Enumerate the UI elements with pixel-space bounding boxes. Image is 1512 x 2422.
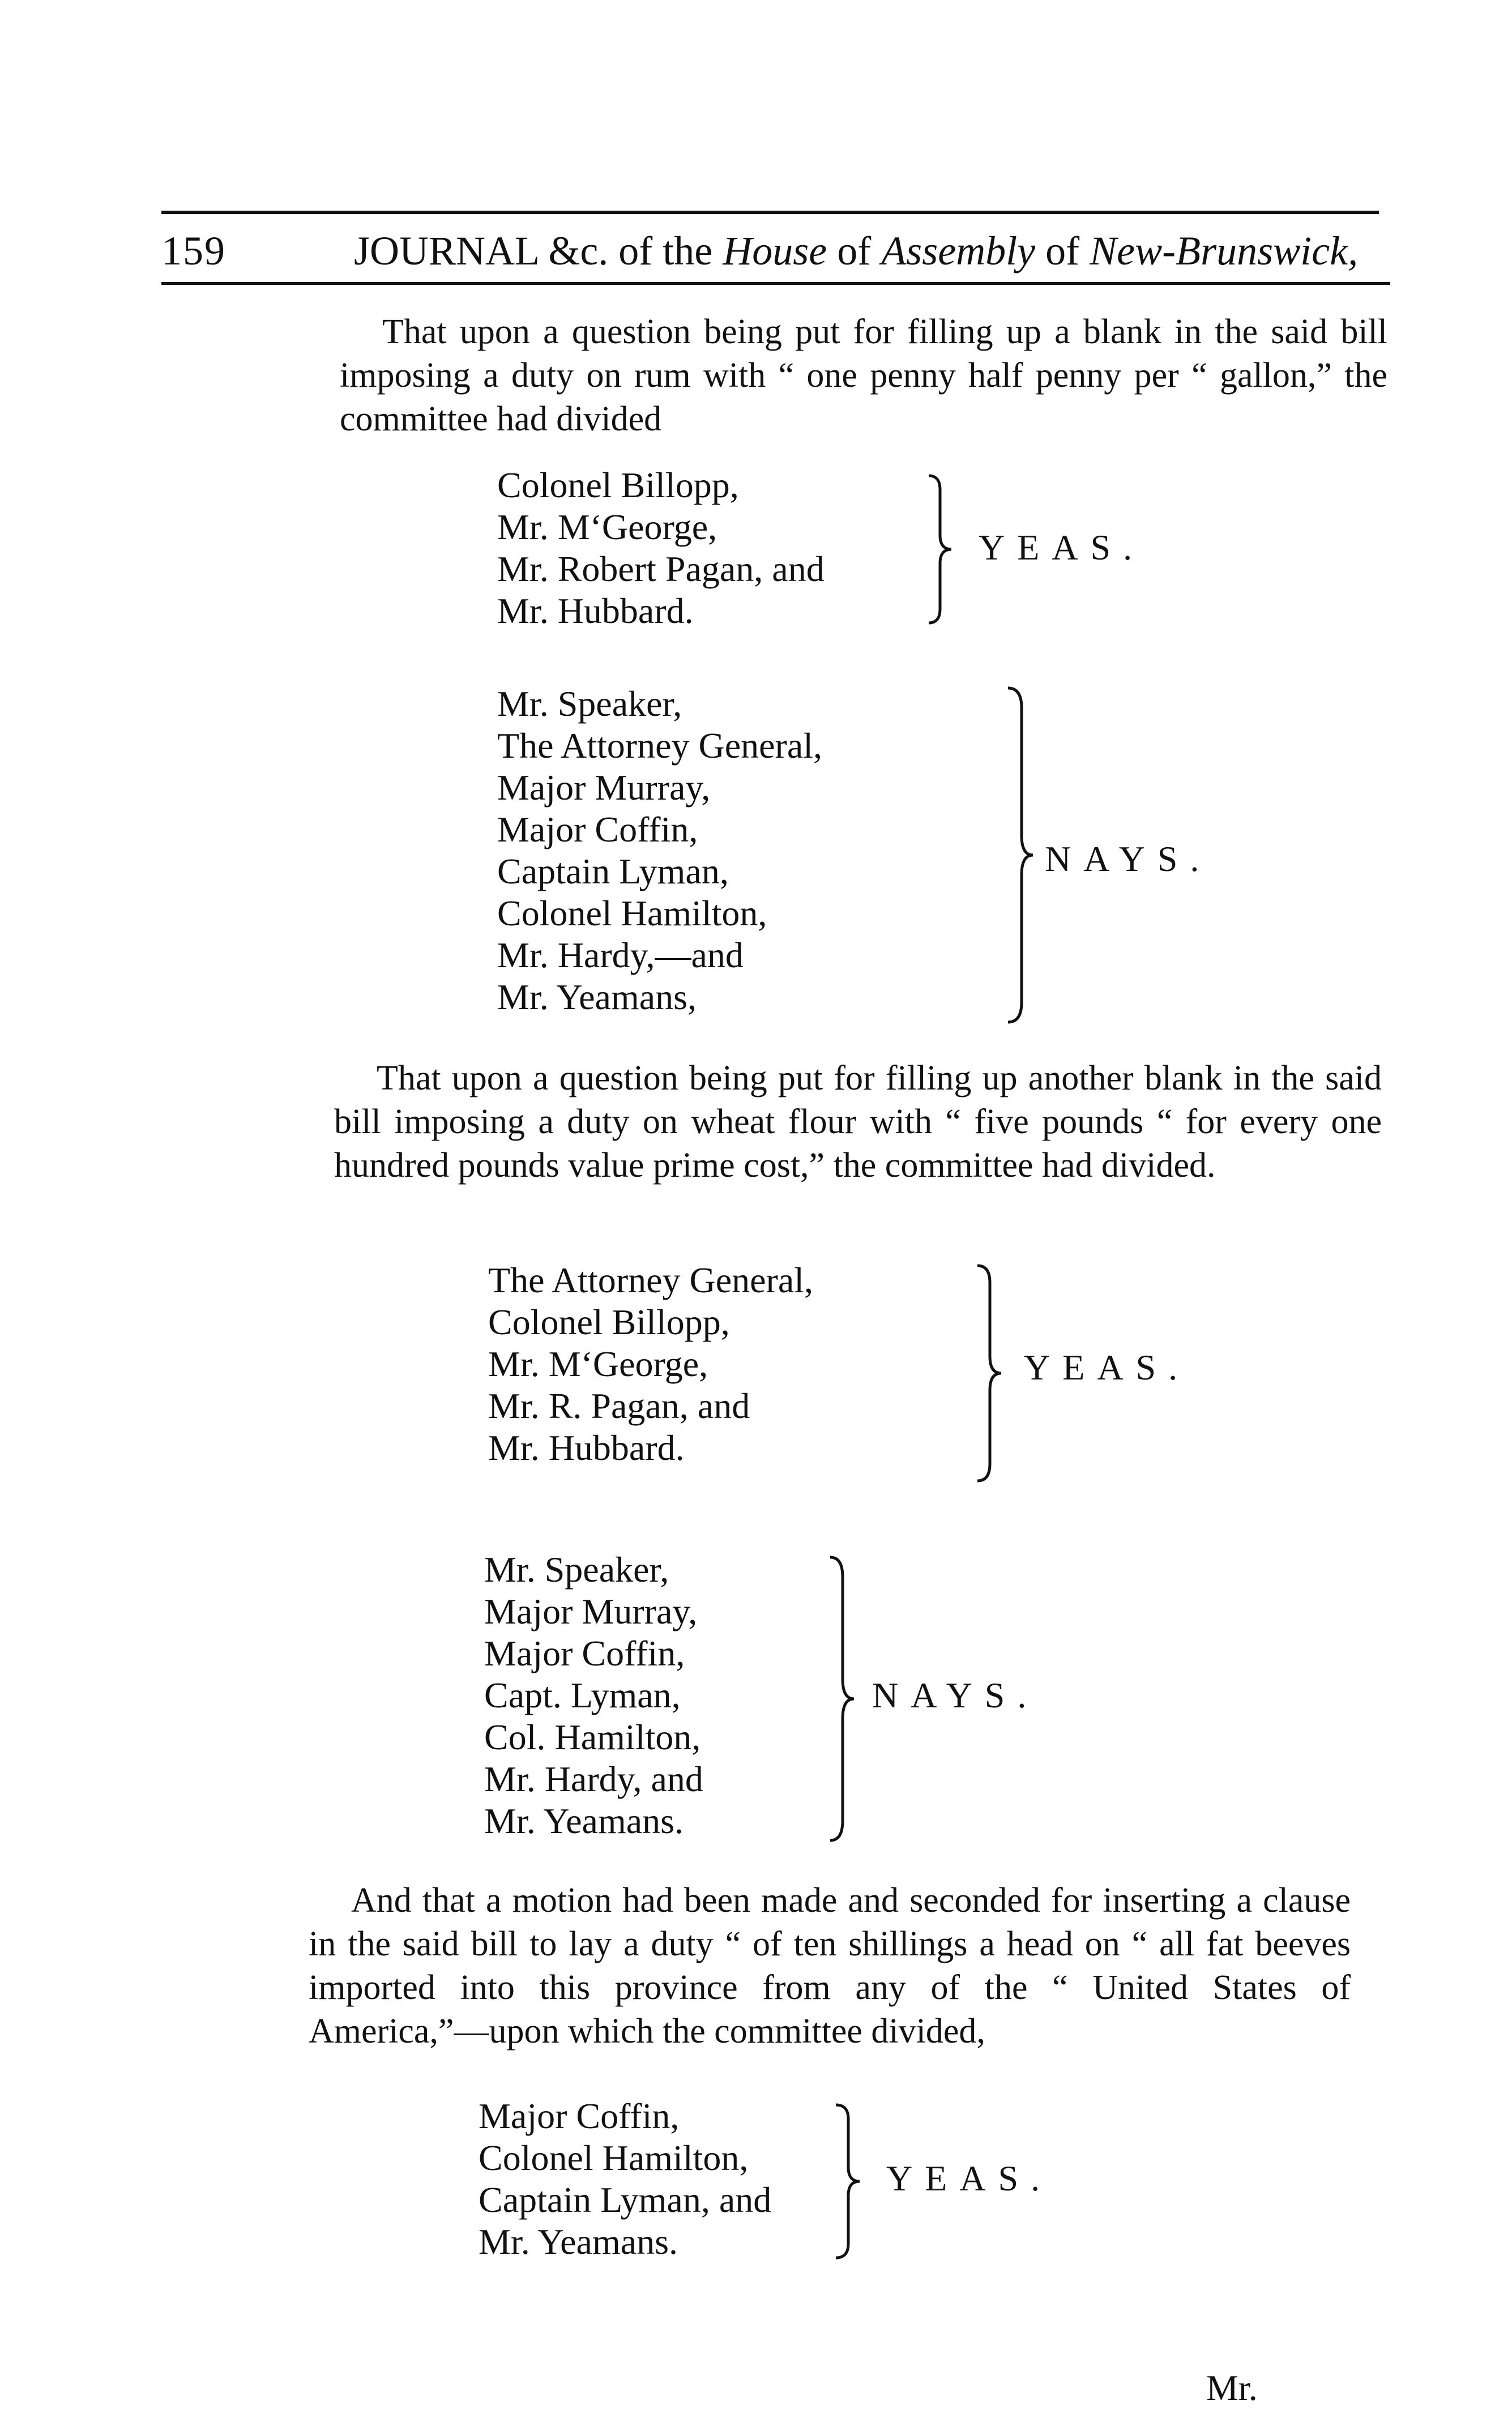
voter-name: Colonel Billopp,: [497, 465, 739, 505]
voter-name: Mr. Yeamans.: [479, 2222, 678, 2262]
catchword: Mr.: [1206, 2368, 1258, 2408]
voter-name: Mr. Hardy,—and: [497, 935, 744, 975]
brace-icon: [973, 1263, 1007, 1484]
running-title: JOURNAL &c. of the House of Assembly of New-Brunswick,: [354, 228, 1359, 274]
brace-icon: [831, 2102, 865, 2261]
vote-label-nays: NAYS.: [872, 1675, 1039, 1715]
voter-name: Mr. Speaker,: [497, 684, 682, 724]
vote-label-yeas: YEAS.: [886, 2158, 1053, 2198]
voter-name: Major Coffin,: [484, 1633, 685, 1673]
vote-label-nays: NAYS.: [1045, 839, 1212, 879]
running-header: [161, 220, 1407, 282]
voter-name: Colonel Billopp,: [488, 1302, 730, 1342]
voter-name: Major Murray,: [497, 767, 711, 808]
paragraph-beeves-duty: And that a motion had been made and seconded for inserting a clause in the said bill to lay a duty “ of ten shillings a head on “ all fat beeves imported into this province from any of the “ United States of America,”—upon which the committee divided,: [309, 1881, 1351, 2051]
voter-name: Mr. Hardy, and: [484, 1759, 703, 1799]
vote-list-yeas-2: [488, 1259, 813, 1469]
voter-name: Mr. Robert Pagan, and: [497, 549, 825, 589]
voter-name: Captain Lyman, and: [479, 2180, 772, 2220]
voter-name: Major Murray,: [484, 1591, 698, 1631]
voter-name: Captain Lyman,: [497, 851, 729, 891]
voter-name: Colonel Hamilton,: [479, 2138, 749, 2178]
brace-icon: [923, 473, 957, 626]
voter-name: Mr. M‘George,: [497, 507, 717, 547]
voter-name: Mr. Hubbard.: [497, 591, 694, 631]
voter-name: Mr. Yeamans,: [497, 977, 697, 1017]
voter-name: Mr. M‘George,: [488, 1344, 708, 1384]
vote-list-yeas-1: [497, 464, 825, 632]
voter-name: Mr. R. Pagan, and: [488, 1386, 750, 1426]
header-rule-bottom: [161, 282, 1390, 285]
voter-name: The Attorney General,: [497, 725, 822, 766]
voter-name: Colonel Hamilton,: [497, 893, 767, 933]
voter-name: Mr. Hubbard.: [488, 1428, 685, 1468]
vote-list-nays-2: [484, 1549, 703, 1842]
vote-list-nays-1: [497, 683, 822, 1018]
voter-name: The Attorney General,: [488, 1260, 813, 1300]
header-rule-top: [161, 211, 1379, 214]
voter-name: Mr. Yeamans.: [484, 1801, 684, 1841]
voter-name: Col. Hamilton,: [484, 1717, 701, 1757]
voter-name: Major Coffin,: [479, 2096, 680, 2136]
paragraph-flour-duty: That upon a question being put for filling up another blank in the said bill imposing a duty on wheat flour with “ five pounds “ for every one hundred pounds value prime cost,” the committee had divided.: [334, 1059, 1382, 1185]
brace-icon: [826, 1554, 860, 1843]
paragraph-rum-duty: That upon a question being put for filling up a blank in the said bill imposing a duty on rum with “ one penny half penny per “ gallon,” the committee had divided: [340, 313, 1387, 438]
vote-label-yeas: YEAS.: [979, 527, 1145, 567]
voter-name: Major Coffin,: [497, 809, 698, 849]
voter-name: Capt. Lyman,: [484, 1675, 681, 1715]
vote-label-yeas: YEAS.: [1024, 1347, 1190, 1387]
page-number: 159: [161, 228, 226, 274]
brace-icon: [1003, 685, 1037, 1025]
voter-name: Mr. Speaker,: [484, 1549, 669, 1590]
vote-list-yeas-3: [479, 2095, 771, 2263]
